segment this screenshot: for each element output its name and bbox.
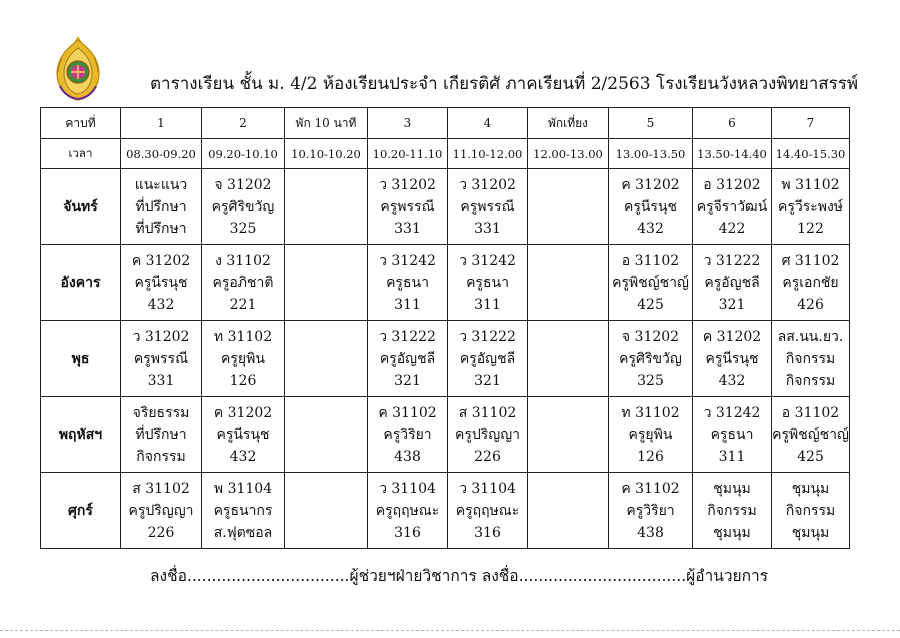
day-row <box>41 473 850 549</box>
schedule-cell <box>121 397 202 473</box>
cell-line: ครูจีราวัฒน์ <box>696 198 768 215</box>
cell-line: 331 <box>147 372 175 389</box>
cell-line: 425 <box>797 448 824 465</box>
schedule-cell <box>202 473 285 549</box>
schedule-cell <box>772 473 850 549</box>
schedule-cell <box>368 397 448 473</box>
cell-line: 311 <box>394 296 421 313</box>
cell-line: ว 31242 <box>379 252 436 269</box>
time-slot: 13.00-13.50 <box>609 139 693 169</box>
time-slot: 14.40-15.30 <box>772 139 850 169</box>
cell-line: 426 <box>797 296 824 313</box>
cell-line: 321 <box>394 372 421 389</box>
cell-line: 438 <box>394 448 421 465</box>
cell-line: 331 <box>474 220 501 237</box>
cell-line: ครูศิริขวัญ <box>619 350 682 367</box>
cell-line: ครูอัญชลี <box>379 350 436 367</box>
cell-line: ครูพรรณี <box>380 198 435 215</box>
cell-line: ครูพรรณี <box>133 350 189 367</box>
cell-line: ครูอัญชลี <box>704 274 760 291</box>
cell-line: 325 <box>637 372 664 389</box>
schedule-cell <box>285 245 368 321</box>
cell-line: ค 31102 <box>621 480 680 497</box>
period-header-row <box>41 108 850 139</box>
cell-line: 226 <box>474 448 501 465</box>
cell-line: ครูศิริขวัญ <box>211 198 275 215</box>
time-slot: 13.50-14.40 <box>693 139 772 169</box>
time-slot: 10.10-10.20 <box>285 139 368 169</box>
period-header: 2 <box>202 108 285 139</box>
cell-line: ว 31104 <box>379 480 436 497</box>
schedule-cell <box>609 473 693 549</box>
cell-line: ที่ปรึกษา <box>135 198 187 215</box>
day-row <box>41 321 850 397</box>
schedule-cell <box>285 397 368 473</box>
cell-line: ว 31104 <box>459 480 516 497</box>
cell-line: ว 31242 <box>703 404 761 421</box>
cell-line: ท 31102 <box>213 328 273 345</box>
time-row <box>41 139 850 169</box>
cell-line: ครูนีรนุช <box>216 426 270 443</box>
cell-line: ครูพิชญ์ชาญ์ <box>772 426 849 443</box>
time-slot: 09.20-10.10 <box>202 139 285 169</box>
schedule-cell <box>121 473 202 549</box>
schedule-cell <box>368 473 448 549</box>
cell-line: ครูธนา <box>466 274 509 291</box>
schedule-cell <box>368 245 448 321</box>
day-name: ศุกร์ <box>41 473 121 549</box>
cell-line: 432 <box>718 372 746 389</box>
cell-line: ครูอภิชาติ <box>212 274 274 291</box>
schedule-cell <box>121 169 202 245</box>
cell-line: อ 31102 <box>621 252 680 269</box>
cell-line: ครูพิชญ์ชาญ์ <box>612 274 689 291</box>
cell-line: ว 31222 <box>379 328 436 345</box>
schedule-cell <box>693 169 772 245</box>
cell-line: 126 <box>229 372 257 389</box>
cell-line: ที่ปรึกษา <box>135 426 187 443</box>
cell-line: 316 <box>394 524 421 541</box>
schedule-cell <box>202 169 285 245</box>
cell-line: ที่ปรึกษา <box>135 220 187 237</box>
cell-line: 432 <box>147 296 175 313</box>
period-header: 3 <box>368 108 448 139</box>
cell-line: ว 31202 <box>132 328 190 345</box>
day-name: พฤหัสฯ <box>41 397 121 473</box>
day-name: จันทร์ <box>41 169 121 245</box>
cell-line: จ 31202 <box>621 328 680 345</box>
cell-line: ครูวิริยา <box>626 502 675 519</box>
cell-line: ครูนีรนุช <box>705 350 759 367</box>
schedule-cell <box>448 169 528 245</box>
cell-line: 122 <box>797 220 824 237</box>
cell-line: ครูธนา <box>386 274 429 291</box>
schedule-cell <box>528 473 609 549</box>
cell-line: ครูพรรณี <box>460 198 515 215</box>
cell-line: 331 <box>394 220 421 237</box>
schedule-cell <box>202 321 285 397</box>
schedule-cell <box>772 397 850 473</box>
cell-line: ว 31202 <box>379 176 436 193</box>
cell-line: ว 31222 <box>459 328 516 345</box>
cell-line: 126 <box>637 448 664 465</box>
cell-line: ศ 31102 <box>781 252 840 269</box>
schedule-cell <box>609 169 693 245</box>
page-title: ตารางเรียน ชั้น ม. 4/2 ห้องเรียนประจำ เกียรติศั ภาคเรียนที่ 2/2563 โรงเรียนวังหลวงพิทยาสรรพ์ <box>150 74 859 94</box>
cell-line: กิจกรรม <box>785 372 836 389</box>
cell-line: ส.ฟุตซอล <box>213 524 273 541</box>
schedule-cell <box>528 245 609 321</box>
period-header: 4 <box>448 108 528 139</box>
time-slot: 12.00-13.00 <box>528 139 609 169</box>
cell-line: 432 <box>637 220 664 237</box>
cell-line: พ 31104 <box>213 480 273 497</box>
period-header: 5 <box>609 108 693 139</box>
period-header: 6 <box>693 108 772 139</box>
cell-line: ว 31202 <box>459 176 516 193</box>
schedule-cell <box>285 321 368 397</box>
cell-line: 325 <box>229 220 257 237</box>
schedule-cell <box>528 321 609 397</box>
cell-line: ครูฤฤษณะ <box>455 502 520 519</box>
cell-line: กิจกรรม <box>785 502 836 519</box>
cell-line: ครูอัญชลี <box>459 350 516 367</box>
cell-line: ครูยุพิน <box>221 350 265 367</box>
cell-line: แนะแนว <box>134 176 188 193</box>
cell-line: ครูปริญญา <box>128 502 194 519</box>
cell-line: ครูนีรนุช <box>134 274 188 291</box>
schedule-cell <box>693 473 772 549</box>
schedule-cell <box>448 245 528 321</box>
cell-line: 221 <box>229 296 257 313</box>
period-header: 1 <box>121 108 202 139</box>
schedule-cell <box>772 321 850 397</box>
cell-line: ครูเอกชัย <box>782 274 839 291</box>
schedule-cell <box>528 397 609 473</box>
cell-line: ส 31102 <box>132 480 190 497</box>
cell-line: จริยธรรม <box>132 404 190 421</box>
schedule-cell <box>368 321 448 397</box>
time-label: เวลา <box>41 139 121 169</box>
time-slot: 10.20-11.10 <box>368 139 448 169</box>
cell-line: ครูวีระพงษ์ <box>777 198 844 215</box>
cell-line: ครูฤฤษณะ <box>375 502 440 519</box>
schedule-cell <box>202 397 285 473</box>
schedule-cell <box>121 245 202 321</box>
cell-line: 422 <box>718 220 746 237</box>
cell-line: 311 <box>474 296 501 313</box>
schedule-cell <box>693 397 772 473</box>
schedule-cell <box>609 397 693 473</box>
schedule-cell <box>285 169 368 245</box>
schedule-cell <box>285 473 368 549</box>
day-row <box>41 245 850 321</box>
cell-line: 321 <box>474 372 501 389</box>
cell-line: ง 31102 <box>215 252 271 269</box>
cell-line: 425 <box>637 296 664 313</box>
schedule-cell <box>121 321 202 397</box>
cell-line: จ 31202 <box>214 176 272 193</box>
timetable <box>40 107 850 549</box>
period-header: พักเที่ยง <box>528 108 609 139</box>
dashed-cut-line <box>0 630 900 631</box>
cell-line: ครูวิริยา <box>383 426 432 443</box>
cell-line: ค 31202 <box>702 328 762 345</box>
schedule-cell <box>368 169 448 245</box>
cell-line: ครูธนากร <box>213 502 273 519</box>
cell-line: กิจกรรม <box>136 448 186 465</box>
cell-line: ว 31222 <box>703 252 761 269</box>
school-emblem-icon <box>48 34 108 102</box>
day-row <box>41 169 850 245</box>
cell-line: กิจกรรม <box>707 502 757 519</box>
day-row <box>41 397 850 473</box>
day-name: พุธ <box>41 321 121 397</box>
cell-line: 321 <box>718 296 746 313</box>
schedule-cell <box>202 245 285 321</box>
schedule-cell <box>693 245 772 321</box>
cell-line: 316 <box>474 524 501 541</box>
cell-line: ชุมนุม <box>791 480 830 497</box>
time-slot: 08.30-09.20 <box>121 139 202 169</box>
schedule-cell <box>772 245 850 321</box>
cell-line: ค 31202 <box>621 176 680 193</box>
cell-line: ค 31202 <box>213 404 273 421</box>
schedule-cell <box>609 245 693 321</box>
cell-line: พ 31102 <box>781 176 840 193</box>
schedule-cell <box>448 397 528 473</box>
period-header: พัก 10 นาที <box>285 108 368 139</box>
cell-line: ค 31102 <box>378 404 437 421</box>
period-header: 7 <box>772 108 850 139</box>
cell-line: 432 <box>229 448 257 465</box>
cell-line: ครูยุพิน <box>628 426 673 443</box>
cell-line: ชุมนุม <box>713 480 751 497</box>
signature-line: ลงชื่อ.................................ผู้ช่วยฯฝ่ายวิชาการ ลงชื่อ..................................ผู้อำนวยการ <box>150 567 769 585</box>
cell-line: ชุมนุม <box>713 524 751 541</box>
cell-line: กิจกรรม <box>785 350 836 367</box>
time-slot: 11.10-12.00 <box>448 139 528 169</box>
cell-line: 311 <box>718 448 746 465</box>
cell-line: ครูนีรนุช <box>623 198 678 215</box>
cell-line: ครูธนา <box>710 426 754 443</box>
cell-line: ครูปริญญา <box>454 426 520 443</box>
day-name: อังคาร <box>41 245 121 321</box>
cell-line: ลส.นน.ยว. <box>777 328 844 345</box>
cell-line: ท 31102 <box>621 404 680 421</box>
cell-line: ส 31102 <box>458 404 517 421</box>
cell-line: 438 <box>637 524 664 541</box>
schedule-cell <box>528 169 609 245</box>
schedule-cell <box>448 473 528 549</box>
cell-line: ค 31202 <box>131 252 191 269</box>
cell-line: 226 <box>147 524 175 541</box>
cell-line: อ 31102 <box>781 404 840 421</box>
schedule-cell <box>609 321 693 397</box>
cell-line: ชุมนุม <box>791 524 830 541</box>
schedule-cell <box>693 321 772 397</box>
period-label: คาบที่ <box>41 108 121 139</box>
schedule-cell <box>448 321 528 397</box>
cell-line: ว 31242 <box>459 252 516 269</box>
cell-line: อ 31202 <box>703 176 761 193</box>
schedule-cell <box>772 169 850 245</box>
